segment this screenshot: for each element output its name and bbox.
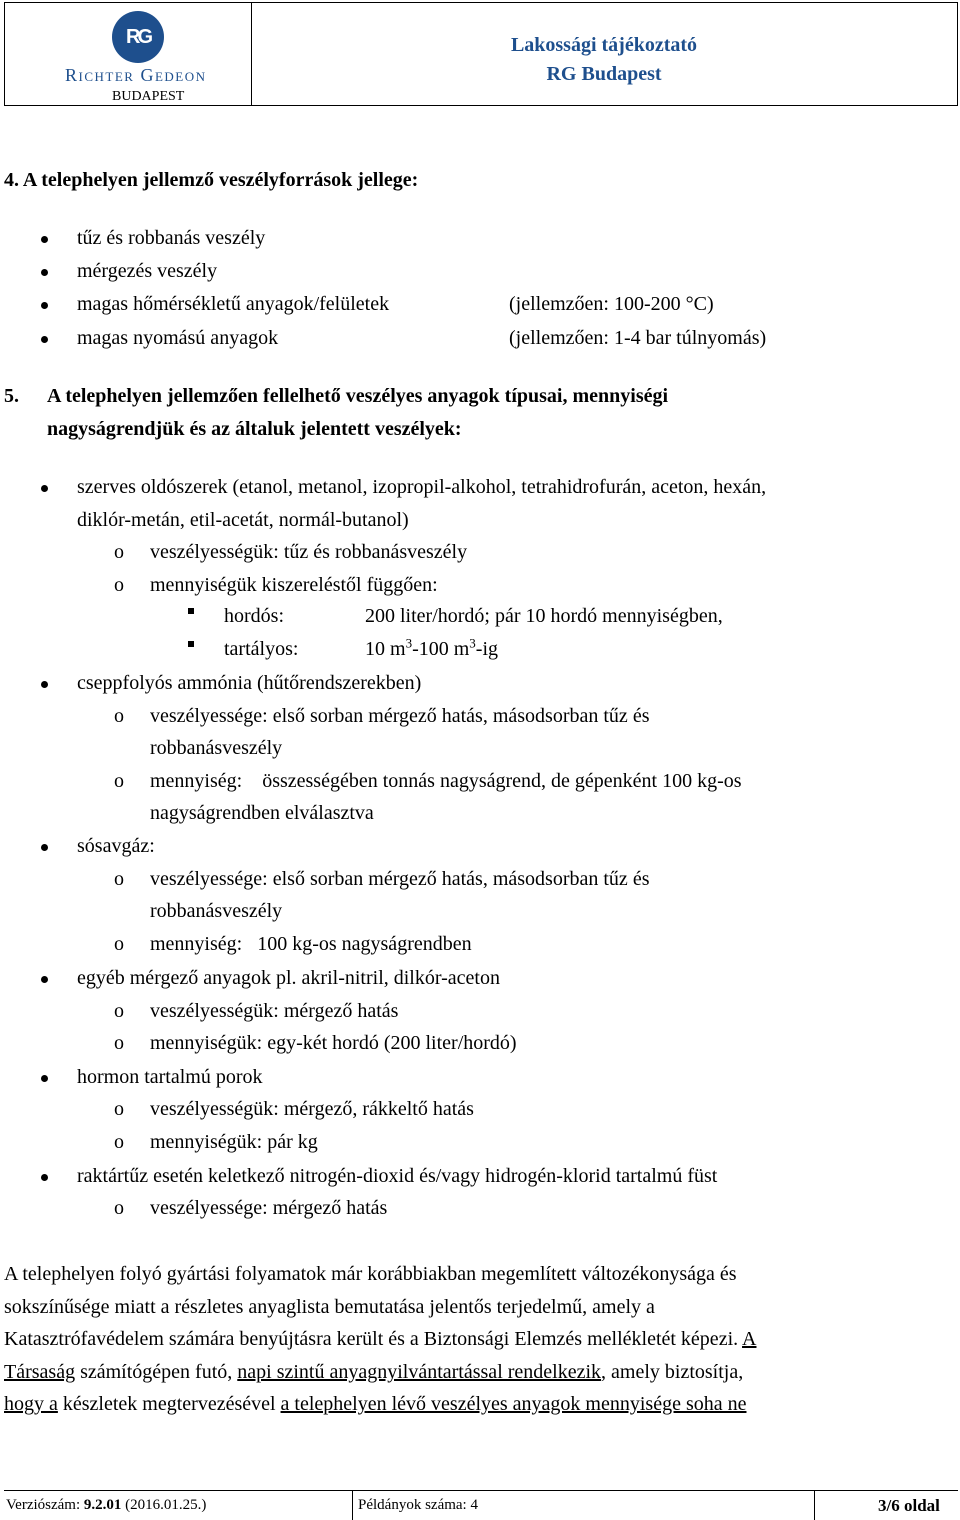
document-header [4,2,958,106]
brand-city: BUDAPEST [112,89,185,104]
hormone-quantity: mennyiségük: pár kg [150,1131,318,1153]
drum-value: 200 liter/hordó; pár 10 hordó mennyiségben, [365,605,723,627]
hcl-quantity: mennyiség: 100 kg-os nagyságrendben [150,933,472,955]
bullet-icon [41,336,48,343]
section5-heading-line1: A telephelyen jellemzően fellelhető veszélyes anyagok típusai, mennyiségi [47,385,669,407]
sub-marker: o [114,574,124,596]
footer-separator [352,1490,353,1520]
hcl-hazard-line2: robbanásveszély [150,900,283,922]
tank-label: tartályos: [224,638,299,660]
hazard-item-4: magas nyomású anyagok [77,327,279,349]
hcl-title: sósavgáz: [77,835,155,857]
bullet-icon [41,681,48,688]
hcl-hazard-line1: veszélyessége: első sorban mérgező hatás, másodsorban tűz és [150,868,650,890]
footer-copies: Példányok száma: 4 [358,1497,478,1513]
bullet-icon [41,485,48,492]
sub-marker: o [114,1098,124,1120]
richter-logo-icon [112,11,164,63]
section5-heading-line2: nagyságrendjük és az általuk jelentett veszélyek: [47,418,462,440]
ammonia-title: cseppfolyós ammónia (hűtőrendszerekben) [77,672,422,694]
ammonia-hazard-line2: robbanásveszély [150,737,283,759]
hormone-hazard: veszélyességük: mérgező, rákkeltő hatás [150,1098,474,1120]
square-bullet-icon [188,641,194,647]
bullet-icon [41,302,48,309]
section5-number: 5. [4,385,19,407]
hazard-item-1: tűz és robbanás veszély [77,227,266,249]
ammonia-hazard-line1: veszélyessége: első sorban mérgező hatás, másodsorban tűz és [150,705,650,727]
hazard-item-3-note: (jellemzően: 100-200 °C) [509,293,714,315]
sub-marker: o [114,705,124,727]
header-title-line2: RG Budapest [546,63,662,85]
fire-title: raktártűz esetén keletkező nitrogén-dioxid és/vagy hidrogén-klorid tartalmú füst [77,1165,718,1187]
sub-marker: o [114,1000,124,1022]
hazard-item-3: magas hőmérsékletű anyagok/felületek [77,293,390,315]
toxic-title: egyéb mérgező anyagok pl. akril-nitril, dilkór-aceton [77,967,500,989]
hormone-title: hormon tartalmú porok [77,1066,263,1088]
bullet-icon [41,1174,48,1181]
solvents-line1: szerves oldószerek (etanol, metanol, izopropil-alkohol, tetrahidrofurán, aceton, hexán, [77,476,767,498]
paragraph-line5: hogy a készletek megtervezésével a telephelyen lévő veszélyes anyagok mennyisége soha ne [4,1393,747,1415]
solvents-quantity: mennyiségük kiszereléstől függően: [150,574,438,596]
tank-value: 10 $m^3-100$ $m^3-ig$ [365,635,498,660]
paragraph-line1: A telephelyen folyó gyártási folyamatok már korábbiakban megemlített változékonysága és [4,1263,737,1285]
sub-marker: o [114,1197,124,1219]
bullet-icon [41,1075,48,1082]
drum-label: hordós: [224,605,284,627]
sub-marker: o [114,1131,124,1153]
paragraph-line4: Társaság számítógépen futó, napi szintű anyagnyilvántartással rendelkezik, amely biztosítja, [4,1361,744,1383]
bullet-icon [41,844,48,851]
bullet-icon [41,269,48,276]
sub-marker: o [114,868,124,890]
header-title-line1: Lakossági tájékoztató [510,34,698,56]
ammonia-quantity-line1: mennyiség: összességében tonnás nagyságrend, de gépenként 100 kg-os [150,770,742,792]
toxic-quantity: mennyiségük: egy-két hordó (200 liter/hordó) [150,1032,517,1054]
hazard-item-2: mérgezés veszély [77,260,218,282]
footer-separator [814,1490,815,1520]
sub-marker: o [114,770,124,792]
sub-marker: o [114,933,124,955]
footer-page-number: 3/6 oldal [878,1496,940,1515]
toxic-hazard: veszélyességük: mérgező hatás [150,1000,399,1022]
paragraph-line2: sokszínűsége miatt a részletes anyaglista bemutatása jelentős terjedelmű, amely a [4,1296,655,1318]
section4-heading: 4. A telephelyen jellemző veszélyforrások jellege: [4,169,419,191]
square-bullet-icon [188,608,194,614]
bullet-icon [41,976,48,983]
hazard-item-4-note: (jellemzően: 1-4 bar túlnyomás) [509,327,767,349]
brand-name: Richter Gedeon [65,65,207,85]
footer-version: Verziószám: 9.2.01 (2016.01.25.) [6,1497,207,1513]
solvents-line2: diklór-metán, etil-acetát, normál-butanol) [77,509,409,531]
paragraph-line3: Katasztrófavédelem számára benyújtásra került és a Biztonsági Elemzés mellékletét képezi. A [4,1328,757,1350]
sub-marker: o [114,1032,124,1054]
sub-marker: o [114,541,124,563]
logo-initials: RG [126,25,150,48]
ammonia-quantity-line2: nagyságrendben elválasztva [150,802,374,824]
bullet-icon [41,236,48,243]
solvents-hazard: veszélyességük: tűz és robbanásveszély [150,541,468,563]
fire-hazard: veszélyessége: mérgező hatás [150,1197,388,1219]
